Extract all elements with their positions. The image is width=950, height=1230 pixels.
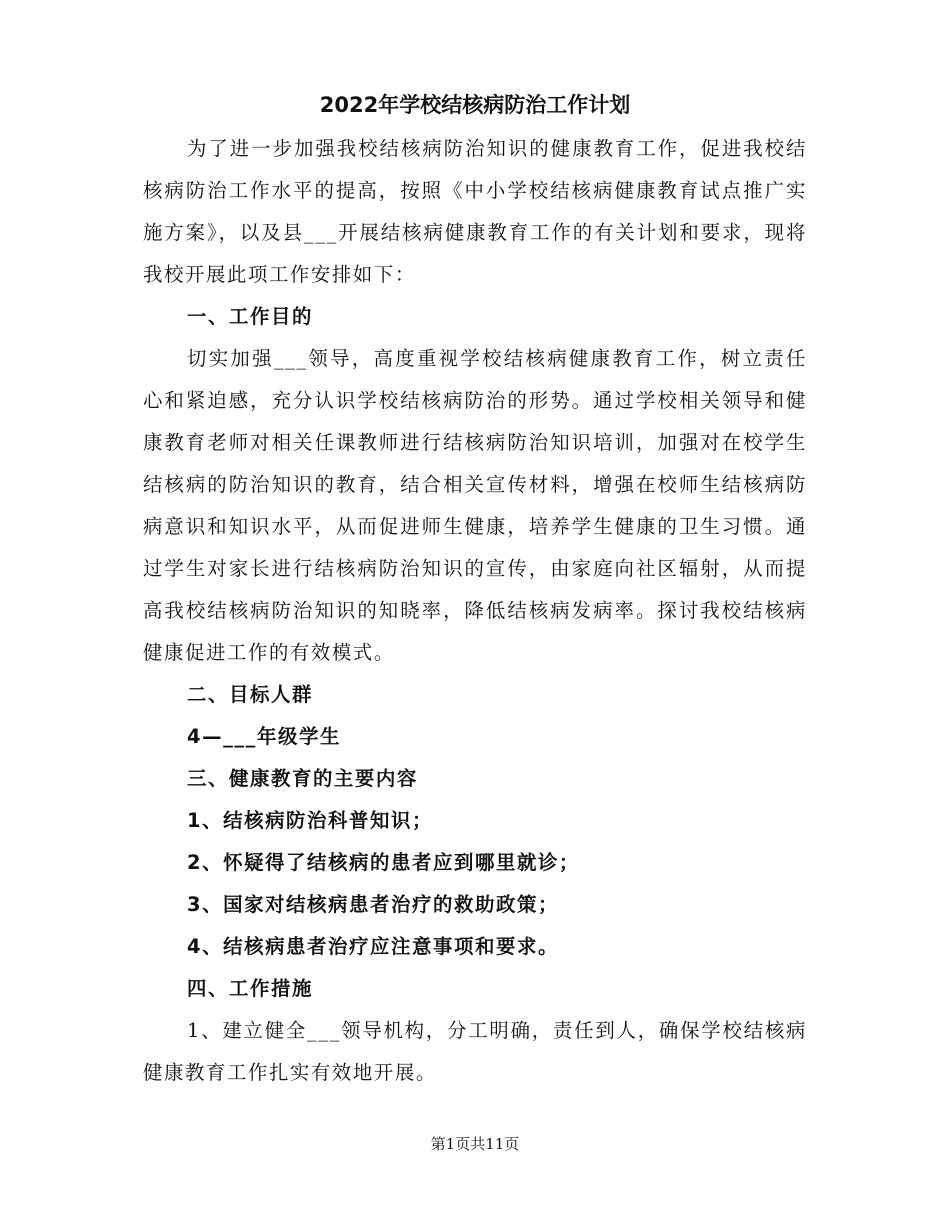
content-item-1: 1、结核病防治科普知识； <box>187 809 433 832</box>
section-heading-content: 三、健康教育的主要内容 <box>187 767 418 790</box>
section-heading-goal: 一、工作目的 <box>187 305 313 328</box>
content-item-3: 3、国家对结核病患者治疗的救助政策； <box>187 893 559 916</box>
section-heading-target: 二、目标人群 <box>187 683 313 706</box>
document-title: 2022年学校结核病防治工作计划 <box>319 93 631 117</box>
measure-paragraph-1: 1、建立健全___领导机构，分工明确，责任到人，确保学校结核病健康教育工作扎实有效地开展。 <box>143 1019 807 1084</box>
goal-paragraph: 切实加强___领导，高度重视学校结核病健康教育工作，树立责任心和紧迫感，充分认识学校结核病防治的形势。通过学校相关领导和健康教育老师对相关任课教师进行结核病防治知识培训，加强对在校学生结核病的防治知识的教育，结合相关宣传材料，增强在校师生结核病防病意识和知识水平，从而促进师生健康，培养学生健康的卫生习惯。通过学生对家长进行结核病防治知识的宣传，由家庭向社区辐射，从而提高我校结核病防治知识的知晓率，降低结核病发病率。探讨我校结核病健康促进工作的有效模式。 <box>143 347 807 664</box>
document-body <box>143 128 807 1094</box>
page-footer: 第1页共11页 <box>430 1135 520 1153</box>
intro-paragraph: 为了进一步加强我校结核病防治知识的健康教育工作，促进我校结核病防治工作水平的提高，按照《中小学校结核病健康教育试点推广实施方案》，以及县___开展结核病健康教育工作的有关计划和要求，现将我校开展此项工作安排如下： <box>143 137 807 286</box>
section-heading-measures: 四、工作措施 <box>187 977 313 1000</box>
content-item-2: 2、怀疑得了结核病的患者应到哪里就诊； <box>187 851 580 874</box>
content-item-4: 4、结核病患者治疗应注意事项和要求。 <box>187 935 559 958</box>
target-grade-line: 4—___年级学生 <box>187 725 341 748</box>
